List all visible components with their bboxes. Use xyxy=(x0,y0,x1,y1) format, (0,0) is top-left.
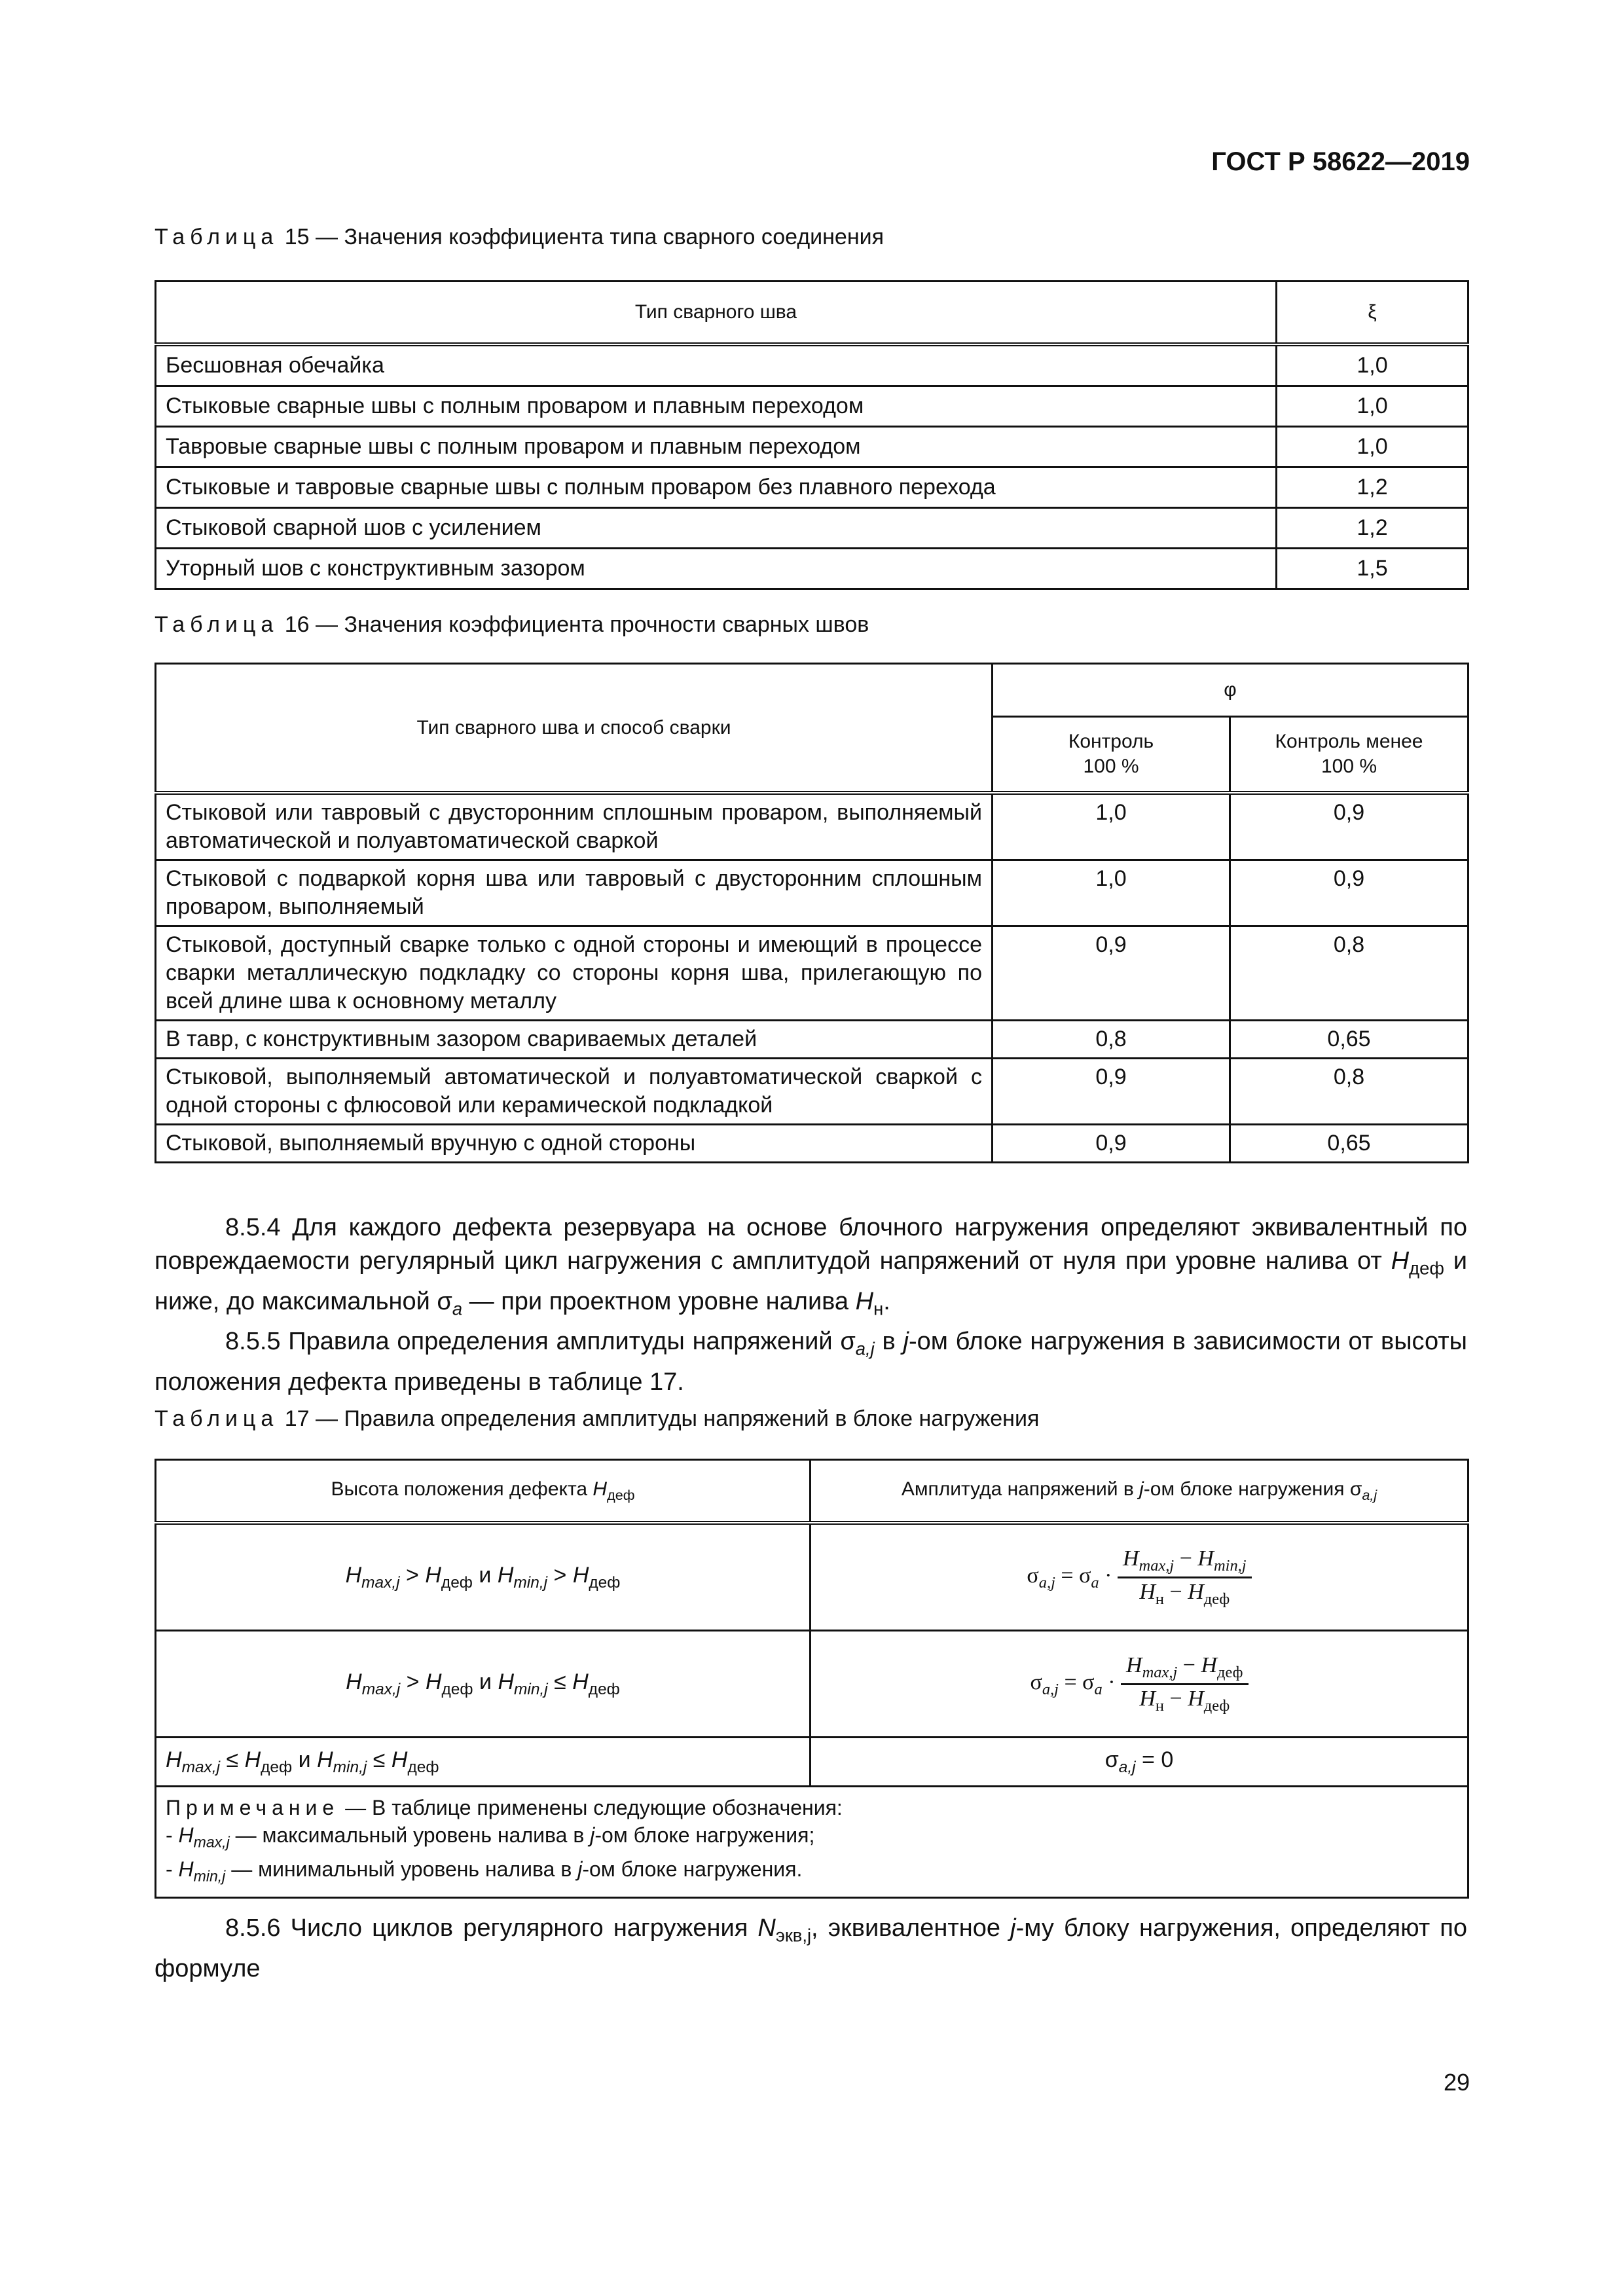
subscript-max-j: max,j xyxy=(1139,1556,1175,1575)
symbol-j: j xyxy=(577,1857,583,1882)
table-row xyxy=(156,1631,1468,1738)
subscript-def: деф xyxy=(588,1680,620,1698)
cell-less: 0,65 xyxy=(1230,1125,1468,1163)
note-item-hmin-tail: -ом блоке нагружения. xyxy=(582,1857,803,1882)
symbol-h: H xyxy=(1197,1546,1214,1571)
table16-col-full xyxy=(993,717,1230,793)
op-minus: − xyxy=(1164,1579,1188,1604)
table15-col-type: Тип сварного шва xyxy=(156,282,1277,345)
symbol-h: H xyxy=(425,1562,441,1588)
note-intro xyxy=(166,1794,1458,1821)
table-row xyxy=(156,549,1468,589)
subscript-aj: a,j xyxy=(1118,1758,1136,1776)
numerator xyxy=(1118,1546,1252,1578)
table17-note xyxy=(156,1787,1468,1898)
cell-full: 1,0 xyxy=(993,860,1230,926)
subscript-a: a xyxy=(1094,1680,1103,1698)
subscript-n: н xyxy=(873,1298,884,1319)
op-and: и xyxy=(472,1562,498,1588)
table16-caption-word: Таблица xyxy=(155,612,279,637)
symbol-h: H xyxy=(346,1669,362,1694)
table-row xyxy=(156,1125,1468,1163)
symbol-h: H xyxy=(166,1747,182,1772)
op-gt: > xyxy=(547,1562,573,1588)
table16-col-less xyxy=(1230,717,1468,793)
cell-xi: 1,0 xyxy=(1277,386,1468,427)
symbol-h: H xyxy=(498,1669,514,1694)
note-item-hmax-tail: -ом блоке нагружения; xyxy=(594,1823,815,1847)
subscript-max-j: max,j xyxy=(361,1680,401,1698)
symbol-h: H xyxy=(497,1562,514,1588)
condition-3 xyxy=(156,1738,811,1787)
op-gt: > xyxy=(399,1562,426,1588)
symbol-h: H xyxy=(425,1669,442,1694)
cell-type: Бесшовная обечайка xyxy=(156,344,1277,386)
table17 xyxy=(155,1459,1469,1899)
symbol-h: H xyxy=(1122,1546,1139,1571)
symbol-h: H xyxy=(345,1562,362,1588)
op-minus: − xyxy=(1164,1686,1188,1711)
cell-less: 0,8 xyxy=(1230,926,1468,1021)
table16-col-less-line2: 100 % xyxy=(1321,756,1377,777)
op-eq: = xyxy=(1055,1563,1080,1588)
subscript-n: н xyxy=(1155,1590,1164,1608)
subscript-aj: a,j xyxy=(1038,1573,1055,1592)
note-dash: - xyxy=(166,1857,179,1882)
op-eq: = xyxy=(1058,1669,1083,1694)
table-row xyxy=(156,1738,1468,1787)
cell-xi: 1,0 xyxy=(1277,427,1468,467)
table17-col-amplitude xyxy=(811,1460,1468,1523)
paragraph-8-5-6 xyxy=(155,1912,1467,1986)
cell-full: 0,9 xyxy=(993,926,1230,1021)
table-row xyxy=(156,926,1468,1021)
symbol-h: H xyxy=(593,1478,608,1500)
col-amp-label-1: Амплитуда напряжений в xyxy=(901,1478,1140,1500)
p854-part1: 8.5.4 Для каждого дефекта резервуара на основе блочного нагружения определяют эквивалентный по повреждаемости регулярный цикл нагружения с амплитудой напряжений от нуля при уровне налива от xyxy=(155,1214,1467,1275)
page-number: 29 xyxy=(1443,2069,1470,2096)
p855-part2: в xyxy=(874,1328,903,1356)
cell-xi: 1,0 xyxy=(1277,344,1468,386)
cell-type: Стыковые и тавровые сварные швы с полным проваром без плавного перехода xyxy=(156,467,1277,508)
subscript-max-j: max,j xyxy=(181,1758,221,1776)
table17-caption-text: 17 — Правила определения амплитуды напряжений в блоке нагружения xyxy=(278,1406,1040,1431)
formula-3 xyxy=(811,1738,1468,1787)
p855-part1: 8.5.5 Правила определения амплитуды напряжений xyxy=(225,1328,841,1356)
symbol-n: N xyxy=(757,1914,776,1942)
paragraph-8-5-4-text xyxy=(155,1211,1467,1325)
symbol-h: H xyxy=(391,1747,408,1772)
col-height-label: Высота положения дефекта xyxy=(331,1478,593,1500)
cell-type: Стыковой, выполняемый вручную с одной стороны xyxy=(156,1125,993,1163)
numerator xyxy=(1121,1653,1248,1685)
cell-type: В тавр, с конструктивным зазором свариваемых деталей xyxy=(156,1021,993,1059)
op-gt: > xyxy=(400,1669,426,1694)
subscript-def: деф xyxy=(261,1758,293,1776)
subscript-def: деф xyxy=(1409,1258,1444,1279)
cell-xi: 1,2 xyxy=(1277,508,1468,549)
cell-type: Стыковой или тавровый с двусторонним сплошным проваром, выполняемый автоматической и полуавтоматической сваркой xyxy=(156,793,993,860)
fraction-1 xyxy=(1118,1546,1252,1609)
table-row xyxy=(156,860,1468,926)
cell-type: Уторный шов с конструктивным зазором xyxy=(156,549,1277,589)
cell-full: 0,9 xyxy=(993,1059,1230,1125)
table16-col-type: Тип сварного шва и способ сварки xyxy=(156,664,993,793)
cell-less: 0,9 xyxy=(1230,793,1468,860)
subscript-def: деф xyxy=(1217,1663,1243,1681)
symbol-sigma: σ xyxy=(1349,1478,1362,1500)
op-le: ≤ xyxy=(547,1669,573,1694)
symbol-sigma: σ xyxy=(1030,1669,1042,1694)
cell-less: 0,65 xyxy=(1230,1021,1468,1059)
symbol-h: H xyxy=(855,1287,874,1315)
cell-xi: 1,5 xyxy=(1277,549,1468,589)
table17-note-row xyxy=(156,1787,1468,1898)
symbol-h: H xyxy=(572,1669,589,1694)
symbol-sigma: σ xyxy=(1104,1747,1119,1772)
note-item-hmax xyxy=(166,1821,1458,1855)
table16-col-full-line1: Контроль xyxy=(1068,731,1154,752)
formula-3-value: = 0 xyxy=(1135,1747,1174,1772)
cell-xi: 1,2 xyxy=(1277,467,1468,508)
cell-full: 0,8 xyxy=(993,1021,1230,1059)
symbol-h: H xyxy=(1188,1686,1204,1711)
formula-2 xyxy=(811,1631,1468,1738)
symbol-sigma: σ xyxy=(1027,1563,1039,1588)
subscript-max-j: max,j xyxy=(193,1833,230,1851)
table16-col-less-line1: Контроль менее xyxy=(1275,731,1423,752)
note-item-hmin-text: — минимальный уровень налива в xyxy=(225,1857,578,1882)
table15-col-xi: ξ xyxy=(1277,282,1468,345)
symbol-h: H xyxy=(1201,1652,1218,1677)
symbol-h: H xyxy=(1126,1652,1142,1677)
op-le: ≤ xyxy=(220,1747,245,1772)
subscript-def: деф xyxy=(607,1486,635,1503)
subscript-def: деф xyxy=(1203,1696,1230,1715)
table-row xyxy=(156,467,1468,508)
paragraph-8-5-6-text xyxy=(155,1912,1467,1986)
cell-type: Тавровые сварные швы с полным проваром и плавным переходом xyxy=(156,427,1277,467)
denominator xyxy=(1118,1578,1252,1609)
table15 xyxy=(155,280,1469,590)
table17-caption-word: Таблица xyxy=(155,1406,279,1431)
table15-caption-word: Таблица xyxy=(155,225,279,249)
note-intro-text: — В таблице применены следующие обозначения: xyxy=(339,1796,843,1819)
note-dash: - xyxy=(166,1823,179,1847)
subscript-def: деф xyxy=(441,1573,473,1592)
paragraph-8-5-5-text xyxy=(155,1325,1467,1399)
table15-caption xyxy=(155,225,884,250)
op-minus: − xyxy=(1174,1546,1198,1571)
table16-caption xyxy=(155,612,869,638)
symbol-sigma: σ xyxy=(1079,1563,1091,1588)
table-row xyxy=(156,386,1468,427)
table-row xyxy=(156,427,1468,467)
formula-1 xyxy=(811,1523,1468,1631)
p856-part2: , эквивалентное xyxy=(811,1914,1011,1942)
subscript-def: деф xyxy=(1203,1590,1230,1608)
subscript-a: a xyxy=(452,1298,463,1319)
symbol-h: H xyxy=(178,1857,194,1882)
subscript-max-j: max,j xyxy=(1142,1663,1178,1681)
cell-type: Стыковой с подваркой корня шва или тавровый с двусторонним сплошным проваром, выполняемый xyxy=(156,860,993,926)
cell-less: 0,9 xyxy=(1230,860,1468,926)
p855-part3: -ом блоке нагружения в зависимости от высоты положения дефекта приведены в таблице 17. xyxy=(155,1328,1467,1396)
symbol-sigma: σ xyxy=(840,1328,856,1356)
table17-header-row xyxy=(156,1460,1468,1523)
cell-full: 0,9 xyxy=(993,1125,1230,1163)
document-number: ГОСТ Р 58622—2019 xyxy=(1211,147,1470,176)
condition-2 xyxy=(156,1631,811,1738)
symbol-sigma: σ xyxy=(1082,1669,1095,1694)
subscript-min-j: min,j xyxy=(193,1867,226,1885)
table-row xyxy=(156,344,1468,386)
cell-type: Стыковой, выполняемый автоматической и полуавтоматической сваркой с одной стороны с флюсовой или керамической подкладкой xyxy=(156,1059,993,1125)
cell-type: Стыковые сварные швы с полным проваром и плавным переходом xyxy=(156,386,1277,427)
p854-end: . xyxy=(883,1287,890,1315)
fraction-2 xyxy=(1121,1653,1248,1715)
subscript-min-j: min,j xyxy=(513,1573,548,1592)
op-and: и xyxy=(292,1747,318,1772)
condition-1 xyxy=(156,1523,811,1631)
table-row xyxy=(156,508,1468,549)
symbol-j: j xyxy=(1139,1478,1144,1500)
paragraph-8-5-4 xyxy=(155,1211,1467,1399)
denominator xyxy=(1121,1685,1248,1715)
table16-col-phi: φ xyxy=(993,664,1468,717)
symbol-j: j xyxy=(1010,1914,1016,1942)
table17-caption xyxy=(155,1406,1039,1432)
symbol-sigma: σ xyxy=(437,1287,452,1315)
symbol-h: H xyxy=(1139,1579,1156,1604)
col-amp-label-2: -ом блоке нагружения xyxy=(1143,1478,1350,1500)
table-row xyxy=(156,1059,1468,1125)
subscript-max-j: max,j xyxy=(361,1573,400,1592)
table16-col-full-line2: 100 % xyxy=(1083,756,1139,777)
cell-full: 1,0 xyxy=(993,793,1230,860)
subscript-aj: a,j xyxy=(1042,1680,1059,1698)
symbol-h: H xyxy=(178,1823,194,1847)
p856-part1: 8.5.6 Число циклов регулярного нагружения xyxy=(225,1914,758,1942)
symbol-h: H xyxy=(244,1747,261,1772)
op-minus: − xyxy=(1177,1652,1201,1677)
op-dot: · xyxy=(1099,1563,1118,1588)
subscript-min-j: min,j xyxy=(1213,1556,1247,1575)
symbol-j: j xyxy=(903,1328,909,1356)
table-row xyxy=(156,1523,1468,1631)
cell-less: 0,8 xyxy=(1230,1059,1468,1125)
subscript-aj: a,j xyxy=(1362,1486,1377,1503)
subscript-def: деф xyxy=(441,1680,473,1698)
subscript-n: н xyxy=(1155,1696,1164,1715)
subscript-min-j: min,j xyxy=(514,1680,548,1698)
symbol-h: H xyxy=(572,1562,589,1588)
cell-type: Стыковой, доступный сварке только с одной стороны и имеющий в процессе сварки металлическую подкладку со стороны корня шва, прилегающую по всей длине шва к основному металлу xyxy=(156,926,993,1021)
op-dot: · xyxy=(1102,1669,1122,1694)
table16-caption-text: 16 — Значения коэффициента прочности сварных швов xyxy=(278,612,869,637)
subscript-min-j: min,j xyxy=(333,1758,367,1776)
note-item-hmax-text: — максимальный уровень налива в xyxy=(229,1823,591,1847)
subscript-def: деф xyxy=(589,1573,621,1592)
note-label: Примечание xyxy=(166,1796,340,1819)
table15-caption-text: 15 — Значения коэффициента типа сварного соединения xyxy=(278,225,884,249)
symbol-h: H xyxy=(1188,1579,1204,1604)
p854-part2: и ниже, до максимальной xyxy=(155,1247,1467,1315)
op-and: и xyxy=(473,1669,498,1694)
symbol-h: H xyxy=(1139,1686,1156,1711)
table-row xyxy=(156,1021,1468,1059)
subscript-aj: a,j xyxy=(855,1338,875,1359)
symbol-j: j xyxy=(590,1823,595,1847)
op-le: ≤ xyxy=(367,1747,392,1772)
subscript-a: a xyxy=(1091,1573,1099,1592)
table15-header-row xyxy=(156,282,1468,345)
note-item-hmin xyxy=(166,1855,1458,1889)
symbol-h: H xyxy=(1391,1247,1410,1275)
p854-part3: — при проектном уровне налива xyxy=(462,1287,856,1315)
table16-header-row xyxy=(156,664,1468,717)
table-row xyxy=(156,793,1468,860)
symbol-h: H xyxy=(317,1747,333,1772)
cell-type: Стыковой сварной шов с усилением xyxy=(156,508,1277,549)
table16 xyxy=(155,663,1469,1163)
table17-col-height xyxy=(156,1460,811,1523)
subscript-def: деф xyxy=(407,1758,439,1776)
subscript-ekv: экв,j xyxy=(775,1925,812,1946)
p856-part3: -му блоку нагружения, определяют по формуле xyxy=(155,1914,1468,1982)
